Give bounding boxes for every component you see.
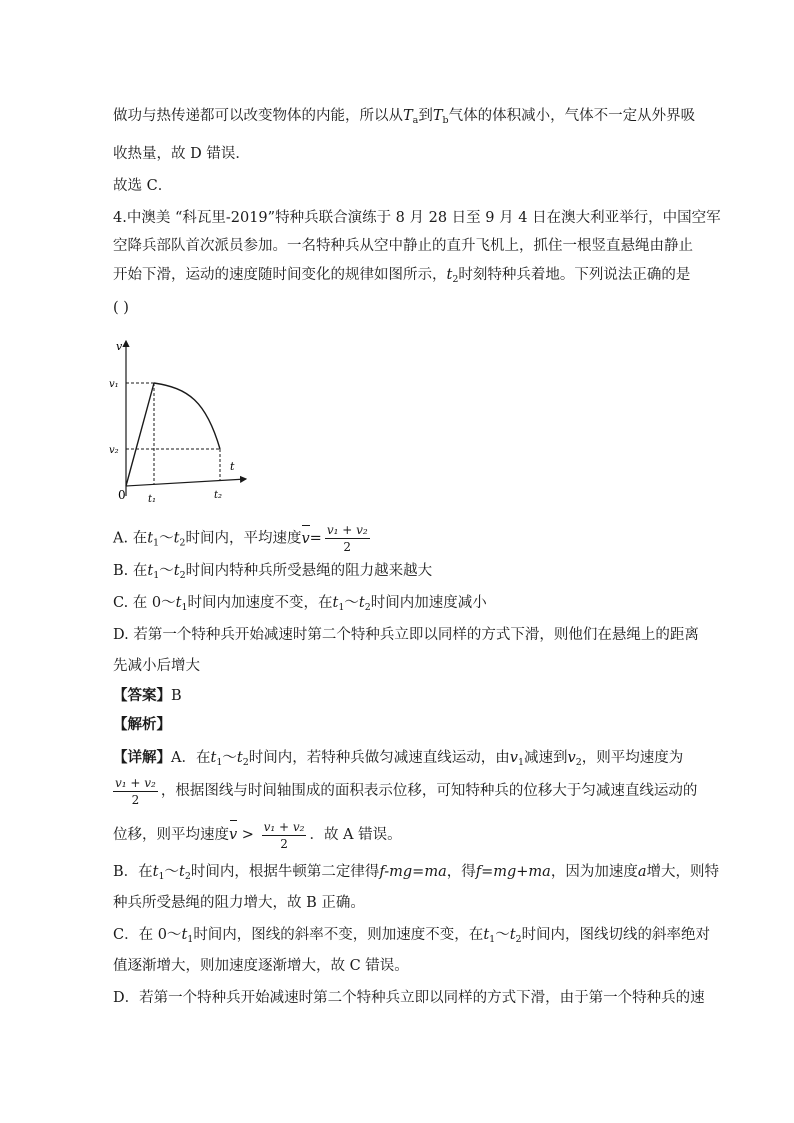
denominator: 2 xyxy=(280,836,288,851)
option-a xyxy=(113,522,373,560)
var-t: t xyxy=(332,595,339,611)
var-v: v xyxy=(567,750,576,766)
answer-value: B xyxy=(171,688,182,704)
question-4-blank: ( ) xyxy=(113,300,129,316)
t-axis xyxy=(126,479,246,486)
subscript: 1 xyxy=(153,570,160,581)
subscript: 1 xyxy=(153,537,160,549)
explain-line-8: D．若第一个特种兵开始减速时第二个特种兵立即以同样的方式下滑，由于第一个特种兵的速 xyxy=(113,990,705,1006)
avg-velocity: v xyxy=(229,818,237,852)
subscript: 1 xyxy=(187,934,194,945)
denominator: 2 xyxy=(343,540,352,554)
detail-label: 【详解】 xyxy=(113,749,171,766)
var-t: t xyxy=(152,864,159,880)
explain-line-6 xyxy=(113,925,710,950)
subscript: 2 xyxy=(242,757,249,768)
numerator: v₁ + v₂ xyxy=(326,523,368,537)
explain-line-5: 种兵所受悬绳的阻力增大，故 B 正确。 xyxy=(113,895,365,911)
text-span: ～ xyxy=(495,927,510,943)
fraction xyxy=(113,775,158,808)
denominator: 2 xyxy=(131,792,140,807)
var-t: t xyxy=(509,927,516,943)
numerator: v₁ + v₂ xyxy=(263,819,305,834)
avg-velocity: v xyxy=(301,523,309,555)
question-4-line: 4.中澳美 “科瓦里-2019”特种兵联合演练于 8 月 28 日至 9 月 4 日在澳大利亚举行，中国空军 xyxy=(113,210,721,226)
axis-v-label: v xyxy=(116,340,123,353)
var-t: t xyxy=(175,595,182,611)
subscript: 1 xyxy=(158,871,165,882)
subscript: 2 xyxy=(179,570,186,581)
formula: f-mg=ma xyxy=(379,864,447,880)
origin-label: 0 xyxy=(118,488,126,502)
decel-curve xyxy=(154,383,220,449)
text-span: 时间内，平均速度 xyxy=(185,530,302,547)
t2-label: t₂ xyxy=(214,490,223,501)
text-span: C．在 0～ xyxy=(113,927,182,943)
option-d-line2: 先减小后增大 xyxy=(113,658,200,674)
text-span: A. 在 xyxy=(113,530,148,547)
explain-line-1 xyxy=(113,748,683,773)
explain-line-2 xyxy=(113,774,697,808)
question-4-line: 空降兵部队首次派员参加。一名特种兵从空中静止的直升飞机上，抓住一根竖直悬绳由静止 xyxy=(113,238,693,254)
text-span: 减速到 xyxy=(523,750,568,766)
formula: f=mg+ma xyxy=(475,864,551,880)
text-span: 增大，则特 xyxy=(646,864,719,880)
option-b xyxy=(113,561,432,586)
explain-line-4 xyxy=(113,862,719,887)
subscript: a xyxy=(412,115,419,126)
text-span: B．在 xyxy=(113,864,153,880)
text-span: > xyxy=(237,827,259,843)
subscript: 2 xyxy=(515,934,522,945)
subscript: 2 xyxy=(452,274,459,285)
subscript: 2 xyxy=(364,602,371,613)
fraction xyxy=(325,522,370,555)
accel-line xyxy=(126,383,154,486)
text-span: 时间内，图线切线的斜率绝对 xyxy=(521,927,711,943)
text-line: 收热量，故 D 错误． xyxy=(113,146,250,162)
text-span: 时间内，若特种兵做匀减速直线运动，由 xyxy=(248,750,510,766)
var-t: t xyxy=(358,595,365,611)
var-v: v xyxy=(509,750,518,766)
text-span: C. 在 0～ xyxy=(113,595,176,611)
var-t: t xyxy=(483,927,490,943)
text-span: ～ xyxy=(159,563,174,579)
subscript: 1 xyxy=(338,602,345,613)
velocity-time-graph xyxy=(108,336,253,506)
text-span: ～ xyxy=(159,530,174,547)
text-span: 做功与热传递都可以改变物体的内能，所以从 xyxy=(113,108,403,124)
text-span: ～ xyxy=(344,595,359,611)
text-span: 时间内加速度减小 xyxy=(370,595,487,611)
option-d-line1: D. 若第一个特种兵开始减速时第二个特种兵立即以同样的方式下滑，则他们在悬绳上的距离 xyxy=(113,627,699,643)
var-ta: T xyxy=(403,108,413,124)
text-span: ，则平均速度为 xyxy=(581,750,684,766)
explain-line-7: 值逐渐增大，则加速度逐渐增大，故 C 错误。 xyxy=(113,958,409,974)
text-span: 时间内，根据牛顿第二定律得 xyxy=(190,864,380,880)
analysis-heading: 【解析】 xyxy=(113,716,171,733)
var-t: t xyxy=(210,750,217,766)
subscript: 1 xyxy=(181,602,188,613)
subscript: 1 xyxy=(489,934,496,945)
text-span: ，因为加速度 xyxy=(550,864,638,880)
axis-t-label: t xyxy=(230,460,235,473)
var-tb: T xyxy=(432,108,443,124)
text-span: 开始下滑，运动的速度随时间变化的规律如图所示， xyxy=(113,267,447,283)
explain-line-3 xyxy=(113,818,402,852)
text-span: B. 在 xyxy=(113,563,148,579)
text-span: 时间内，图线的斜率不变，则加速度不变，在 xyxy=(193,927,484,943)
text-span: 气体的体积减小，气体不一定从外界吸 xyxy=(448,108,696,124)
text-span: 时间内加速度不变，在 xyxy=(187,595,333,611)
var-t: t xyxy=(173,563,180,579)
var-a: a xyxy=(637,864,647,880)
var-t: t xyxy=(147,530,154,547)
var-t: t xyxy=(179,864,185,880)
text-line xyxy=(113,106,695,131)
text-span: 位移，则平均速度 xyxy=(113,827,229,843)
text-span: ，得 xyxy=(446,864,476,880)
text-span: 时刻特种兵着地。下列说法正确的是 xyxy=(458,267,691,283)
option-c xyxy=(113,593,487,618)
text-line: 故选 C． xyxy=(113,178,173,194)
subscript: 2 xyxy=(575,757,582,768)
var-t: t xyxy=(446,267,453,283)
var-t: t xyxy=(181,927,188,943)
subscript: 2 xyxy=(179,537,186,549)
var-t: t xyxy=(236,750,243,766)
var-t: t xyxy=(147,563,154,579)
t1-label: t₁ xyxy=(148,494,157,505)
answer-label: 【答案】 xyxy=(113,687,171,704)
analysis-label xyxy=(113,715,171,735)
text-span: 到 xyxy=(418,108,433,124)
subscript: 1 xyxy=(517,757,524,768)
v2-label: v₂ xyxy=(109,445,119,456)
subscript: 2 xyxy=(184,871,191,882)
text-span: ～ xyxy=(164,864,180,880)
answer-line xyxy=(113,686,182,706)
text-span: A．在 xyxy=(171,750,211,766)
fraction xyxy=(262,819,307,852)
text-span: 时间内特种兵所受悬绳的阻力越来越大 xyxy=(185,563,433,579)
subscript: 1 xyxy=(216,757,223,768)
subscript: b xyxy=(442,115,449,126)
var-t: t xyxy=(173,530,180,547)
text-span: ～ xyxy=(222,750,237,766)
v1-label: v₁ xyxy=(109,379,119,390)
text-span: ，根据图线与时间轴围成的面积表示位移，可知特种兵的位移大于匀减速直线运动的 xyxy=(160,783,698,799)
text-span: ．故 A 错误。 xyxy=(309,827,402,843)
numerator: v₁ + v₂ xyxy=(115,775,156,790)
text-span: = xyxy=(309,530,322,547)
question-4-line xyxy=(113,265,690,290)
